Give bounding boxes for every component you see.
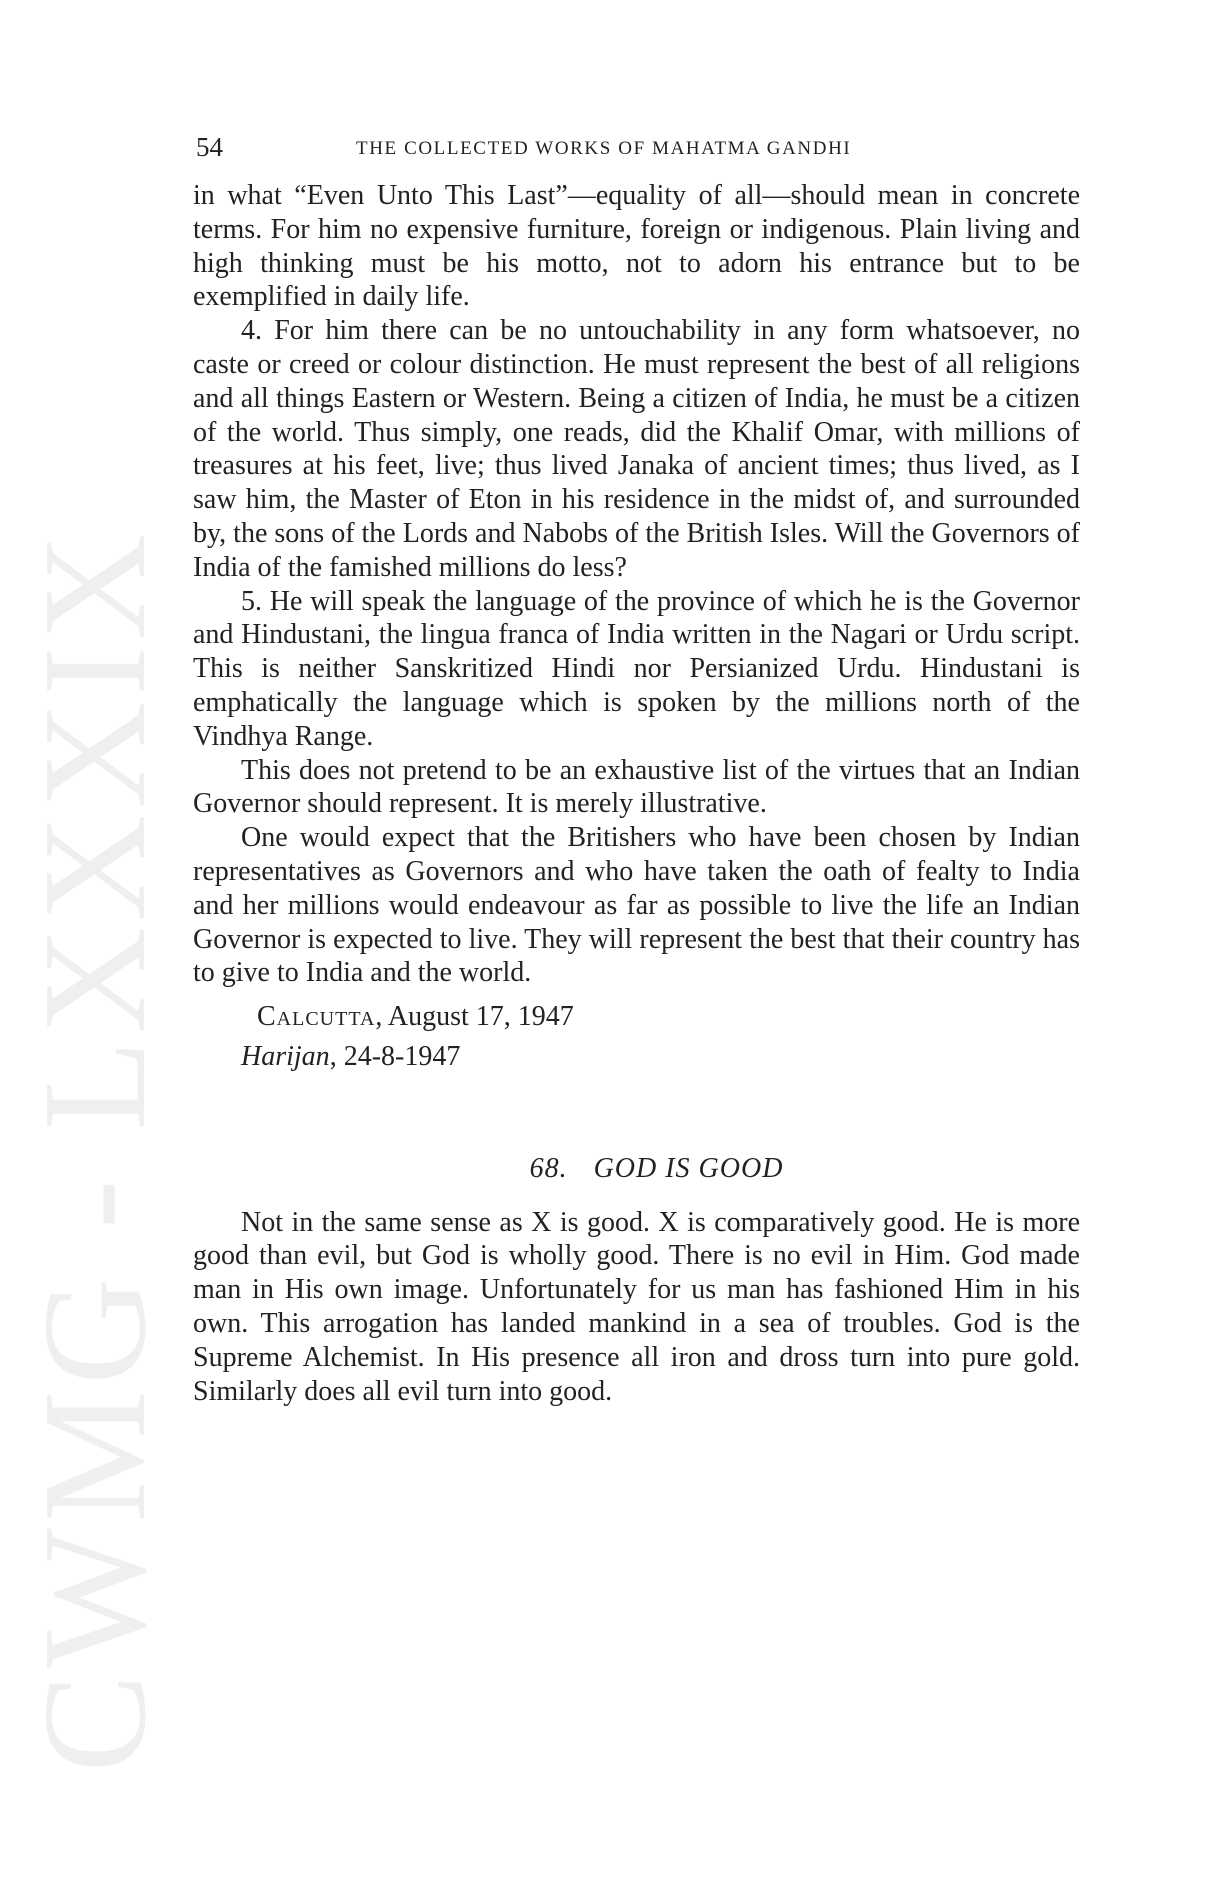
paragraph-continued: in what “Even Unto This Last”—equality of all—should mean in concrete terms. For him no expensive furniture, foreign or indigenous. Plain living and high thinking must be his motto, not to adorn his entrance but to be exemplified in daily life. — [193, 180, 1080, 313]
source-name: Harijan — [241, 1040, 330, 1072]
chapter-body: Not in the same sense as X is good. X is comparatively good. He is more good than evil, but God is wholly good. There is no evil in Him. God made man in His own image. Unfortunately for us man has fashioned Him in his own. This arrogation has landed mankind in a sea of troubles. God is the Supreme Alchemist. In His presence all iron and dross turn into pure gold. Similarly does all evil turn into good. — [193, 1206, 1080, 1407]
source-citation — [193, 1040, 1080, 1074]
page-number: 54 — [196, 132, 223, 162]
paragraph-point-5: 5. He will speak the language of the province of which he is the Governor and Hindustani, the lingua franca of India written in the Nagari or Urdu script. This is neither Sanskritized Hindi nor Persianized Urdu. Hindustani is emphatically the language which is spoken by the millions north of the Vindhya Range. — [193, 585, 1080, 752]
chapter-heading — [193, 1152, 1080, 1186]
paragraph-point-4: 4. For him there can be no untouchability in any form whatsoever, no caste or creed or colour distinction. He must represent the best of all religions and all things Eastern or Western. Being a citizen of India, he must be a citizen of the world. Thus simply, one reads, did the Khalif Omar, with millions of treasures at his feet, live; thus lived Janaka of ancient times; thus lived, as I saw him, the Master of Eton in his residence in the midst of, and surrounded by, the sons of the Lords and Nabobs of the British Isles. Will the Governors of India of the famished millions do less? — [193, 315, 1080, 583]
paragraph-virtues: This does not pretend to be an exhaustive list of the virtues that an Indian Governor should represent. It is merely illustrative. — [193, 754, 1080, 820]
chapter-number: 68. — [529, 1152, 568, 1184]
watermark-text: CWMG - LXXXIX — [13, 527, 177, 1773]
paragraph-britishers: One would expect that the Britishers who have been chosen by Indian representatives as Governors and who have taken the oath of fealty to India and her millions would endeavour as far as possible to live the life an Indian Governor is expected to live. They will represent the best that their country has to give to India and the world. — [193, 822, 1080, 989]
source-date: , 24-8-1947 — [329, 1040, 461, 1072]
running-head — [196, 132, 1078, 172]
running-title: THE COLLECTED WORKS OF MAHATMA GANDHI — [356, 138, 852, 159]
chapter-title: GOD IS GOOD — [593, 1152, 784, 1184]
dateline — [193, 1000, 1080, 1034]
page-body — [193, 179, 1080, 1408]
dateline-place: Calcutta — [257, 1001, 376, 1033]
dateline-date: , August 17, 1947 — [375, 1001, 574, 1033]
